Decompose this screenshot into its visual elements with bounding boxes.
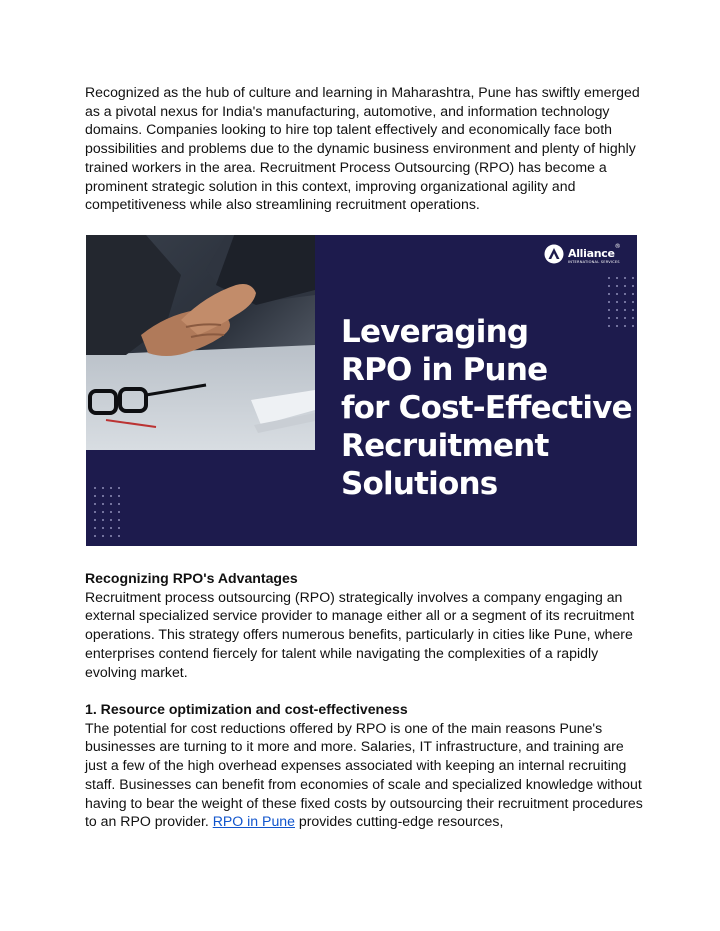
logo-name: Alliance: [568, 246, 615, 260]
advantages-body: Recruitment process outsourcing (RPO) strategically involves a company engaging an external specialized service provider to manage either all or a segment of its recruitment operations. This strategy offers numerous benefits, particularly in cities like Pune, where enterprises contend fiercely for talent while navigating the complexities of a rapidly evolving market.: [85, 588, 635, 680]
resource-heading: 1. Resource optimization and cost-effectiveness: [85, 701, 408, 717]
banner-title-line: for Cost-Effective: [341, 390, 632, 426]
advantages-section: [85, 569, 645, 681]
banner-title: [341, 313, 637, 503]
alliance-logo-icon: [544, 244, 564, 264]
rpo-in-pune-link[interactable]: RPO in Pune: [212, 813, 295, 830]
banner-title-line: Recruitment: [341, 428, 549, 464]
registered-mark: ®: [614, 242, 621, 250]
dot-grid-decoration: [92, 485, 122, 540]
advantages-heading: Recognizing RPO's Advantages: [85, 570, 298, 586]
logo-subtitle: INTERNATIONAL SERVICES: [568, 259, 620, 264]
alliance-logo: [544, 244, 621, 264]
handshake-photo: [86, 235, 315, 450]
rpo-banner-image: [86, 235, 637, 546]
banner-title-line: RPO in Pune: [341, 352, 548, 388]
resource-body-start: The potential for cost reductions offered by RPO is one of the main reasons Pune's businesses are turning to it more and more. Salaries, IT infrastructure, and training are just a few of the high overhead expenses associated with keeping an internal recruiting staff. Businesses can benefit from economies of scale and specialized knowledge without having to bear the weight of these fixed costs by outsourcing their recruitment procedures to an RPO provider.: [85, 719, 643, 830]
banner-title-line: Leveraging: [341, 314, 529, 350]
banner-title-line: Solutions: [341, 466, 498, 502]
intro-paragraph: Recognized as the hub of culture and learning in Maharashtra, Pune has swiftly emerged as a pivotal nexus for India's manufacturing, automotive, and information technology domains. Companies looking to hire top talent effectively and economically face both possibilities and problems due to the dynamic business environment and plenty of highly trained workers in the area. Recruitment Process Outsourcing (RPO) has become a prominent strategic solution in this context, improving organizational agility and competitiveness while also streamlining recruitment operations.: [85, 84, 640, 213]
resource-body-end: provides cutting-edge resources,: [294, 813, 504, 830]
resource-section: [85, 700, 645, 831]
